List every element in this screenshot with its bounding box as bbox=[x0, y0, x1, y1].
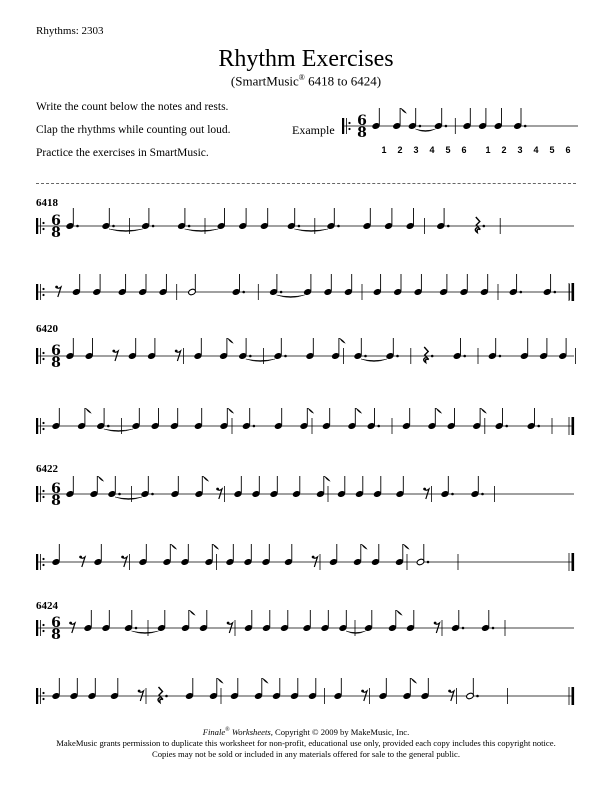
exercise-label-6418: 6418 bbox=[36, 197, 58, 209]
augmentation-dot bbox=[427, 561, 430, 564]
eighth-flag bbox=[403, 544, 409, 549]
final-barline bbox=[572, 553, 575, 571]
eighth-rest bbox=[434, 622, 437, 625]
eighth-flag bbox=[324, 476, 330, 481]
augmentation-dot bbox=[445, 125, 448, 128]
count-label: 3 bbox=[413, 145, 419, 155]
start-barline bbox=[36, 620, 38, 636]
eighth-rest bbox=[227, 622, 230, 625]
start-barline bbox=[36, 554, 38, 570]
eighth-flag bbox=[227, 408, 233, 413]
time-signature-bottom: 8 bbox=[357, 125, 367, 141]
tie bbox=[132, 631, 159, 634]
eighth-rest bbox=[423, 488, 426, 491]
page-title: Rhythm Exercises bbox=[218, 46, 394, 72]
tie bbox=[415, 129, 435, 132]
quarter-rest bbox=[158, 687, 163, 703]
eighth-rest bbox=[112, 350, 115, 353]
time-signature-top: 6 bbox=[51, 213, 61, 229]
count-label: 5 bbox=[445, 145, 451, 155]
augmentation-dot bbox=[76, 225, 79, 228]
repeat-dot bbox=[42, 564, 44, 566]
exercise-label-6424: 6424 bbox=[36, 600, 58, 612]
augmentation-dot bbox=[364, 355, 367, 358]
count-label: 1 bbox=[381, 145, 387, 155]
augmentation-dot bbox=[188, 225, 191, 228]
repeat-dot bbox=[42, 496, 44, 498]
time-signature-bottom: 8 bbox=[51, 355, 61, 371]
augmentation-dot bbox=[107, 425, 110, 428]
quarter-rest bbox=[475, 217, 480, 233]
start-barline bbox=[342, 118, 344, 134]
copyright-footer: Finale® Worksheets, Copyright © 2009 by MakeMusic, Inc. MakeMusic grants permission to duplicate this worksheet for non-profit, educational use only, provided each copy includes this copyright notice. Copies may not be sold or included in any materials offered for sale to the general public. bbox=[56, 726, 556, 759]
tie bbox=[104, 429, 133, 432]
eighth-rest bbox=[175, 350, 178, 353]
augmentation-dot bbox=[524, 125, 527, 128]
time-signature-top: 6 bbox=[51, 615, 61, 631]
augmentation-dot bbox=[118, 493, 121, 496]
count-label: 5 bbox=[549, 145, 555, 155]
repeat-dot bbox=[42, 558, 44, 560]
rhythm-staff-6420-a bbox=[32, 338, 580, 374]
eighth-flag bbox=[400, 108, 406, 113]
augmentation-dot bbox=[280, 291, 283, 294]
augmentation-dot bbox=[499, 355, 502, 358]
count-label: 4 bbox=[429, 145, 435, 155]
augmentation-dot bbox=[377, 425, 380, 428]
augmentation-dot bbox=[419, 125, 422, 128]
count-label: 4 bbox=[533, 145, 539, 155]
repeat-dot bbox=[42, 422, 44, 424]
tie bbox=[294, 229, 328, 232]
count-label: 2 bbox=[397, 145, 403, 155]
augmentation-dot bbox=[298, 225, 301, 228]
start-barline bbox=[36, 284, 38, 300]
time-signature-bottom: 8 bbox=[51, 493, 61, 509]
instruction-2: Clap the rhythms while counting out loud. bbox=[36, 124, 231, 136]
rhythm-staff-6422-b bbox=[32, 544, 580, 580]
eighth-flag bbox=[339, 338, 345, 343]
eighth-flag bbox=[170, 544, 176, 549]
repeat-dot bbox=[42, 358, 44, 360]
augmentation-dot bbox=[451, 493, 454, 496]
repeat-dot bbox=[42, 352, 44, 354]
eighth-flag bbox=[97, 476, 103, 481]
worksheet-code: Rhythms: 2303 bbox=[36, 25, 104, 37]
eighth-flag bbox=[396, 610, 402, 615]
instruction-1: Write the count below the notes and rests. bbox=[36, 101, 229, 113]
example-staff bbox=[338, 108, 583, 158]
eighth-flag bbox=[262, 678, 268, 683]
eighth-flag bbox=[189, 610, 195, 615]
repeat-dot bbox=[348, 128, 350, 130]
count-label: 3 bbox=[517, 145, 523, 155]
tie bbox=[246, 359, 275, 362]
augmentation-dot bbox=[481, 493, 484, 496]
augmentation-dot bbox=[554, 291, 557, 294]
augmentation-dot bbox=[135, 627, 138, 630]
eighth-flag bbox=[480, 408, 486, 413]
count-label: 1 bbox=[485, 145, 491, 155]
time-signature-top: 6 bbox=[51, 481, 61, 497]
tie bbox=[346, 631, 366, 634]
time-signature-bottom: 8 bbox=[51, 627, 61, 643]
augmentation-dot bbox=[151, 493, 154, 496]
augmentation-dot bbox=[337, 225, 340, 228]
repeat-dot bbox=[42, 692, 44, 694]
repeat-dot bbox=[348, 122, 350, 124]
example-label: Example bbox=[292, 123, 335, 137]
augmentation-dot bbox=[152, 225, 155, 228]
augmentation-dot bbox=[112, 225, 115, 228]
eighth-rest bbox=[448, 690, 451, 693]
augmentation-dot bbox=[476, 695, 479, 698]
repeat-dot bbox=[42, 228, 44, 230]
eighth-flag bbox=[85, 408, 91, 413]
final-barline bbox=[572, 687, 575, 705]
augmentation-dot bbox=[520, 291, 523, 294]
augmentation-dot bbox=[242, 291, 245, 294]
tie bbox=[361, 359, 387, 362]
augmentation-dot bbox=[249, 355, 252, 358]
start-barline bbox=[36, 218, 38, 234]
augmentation-dot bbox=[165, 695, 168, 698]
tie bbox=[109, 229, 143, 232]
eighth-flag bbox=[410, 678, 416, 683]
augmentation-dot bbox=[431, 355, 434, 358]
tie bbox=[115, 497, 142, 500]
augmentation-dot bbox=[537, 425, 540, 428]
repeat-dot bbox=[42, 490, 44, 492]
exercise-label-6422: 6422 bbox=[36, 463, 58, 475]
augmentation-dot bbox=[483, 225, 486, 228]
eighth-flag bbox=[307, 408, 313, 413]
start-barline bbox=[36, 418, 38, 434]
start-barline bbox=[36, 348, 38, 364]
augmentation-dot bbox=[253, 425, 256, 428]
eighth-rest bbox=[69, 622, 72, 625]
eighth-flag bbox=[212, 544, 218, 549]
rhythm-staff-6418-b bbox=[32, 274, 580, 310]
time-signature-top: 6 bbox=[51, 343, 61, 359]
eighth-rest bbox=[79, 556, 82, 559]
count-label: 2 bbox=[501, 145, 507, 155]
final-barline bbox=[572, 283, 575, 301]
eighth-rest bbox=[216, 488, 219, 491]
rhythm-staff-6422-a bbox=[32, 476, 580, 512]
tie bbox=[277, 295, 305, 298]
eighth-rest bbox=[55, 286, 58, 289]
eighth-flag bbox=[202, 476, 208, 481]
repeat-dot bbox=[42, 294, 44, 296]
eighth-rest bbox=[121, 556, 124, 559]
rhythm-staff-6424-a bbox=[32, 610, 580, 646]
augmentation-dot bbox=[462, 627, 465, 630]
augmentation-dot bbox=[447, 225, 450, 228]
repeat-dot bbox=[42, 624, 44, 626]
start-barline bbox=[36, 688, 38, 704]
rhythm-staff-6424-b bbox=[32, 678, 580, 714]
augmentation-dot bbox=[505, 425, 508, 428]
eighth-flag bbox=[217, 678, 223, 683]
eighth-flag bbox=[435, 408, 441, 413]
rhythm-staff-6420-b bbox=[32, 408, 580, 444]
final-barline bbox=[572, 417, 575, 435]
repeat-dot bbox=[42, 288, 44, 290]
exercise-label-6420: 6420 bbox=[36, 323, 58, 335]
start-barline bbox=[36, 486, 38, 502]
repeat-dot bbox=[42, 428, 44, 430]
eighth-rest bbox=[312, 556, 315, 559]
repeat-dot bbox=[42, 630, 44, 632]
instruction-3: Practice the exercises in SmartMusic. bbox=[36, 147, 209, 159]
eighth-rest bbox=[138, 690, 141, 693]
augmentation-dot bbox=[396, 355, 399, 358]
augmentation-dot bbox=[463, 355, 466, 358]
tie bbox=[185, 229, 219, 232]
count-label: 6 bbox=[565, 145, 571, 155]
count-label: 6 bbox=[461, 145, 467, 155]
time-signature-top: 6 bbox=[357, 113, 367, 129]
eighth-flag bbox=[227, 338, 233, 343]
augmentation-dot bbox=[284, 355, 287, 358]
eighth-rest bbox=[361, 690, 364, 693]
eighth-flag bbox=[355, 408, 361, 413]
time-signature-bottom: 8 bbox=[51, 225, 61, 241]
divider bbox=[36, 183, 576, 184]
repeat-dot bbox=[42, 698, 44, 700]
repeat-dot bbox=[42, 222, 44, 224]
augmentation-dot bbox=[492, 627, 495, 630]
eighth-flag bbox=[361, 544, 367, 549]
quarter-rest bbox=[424, 347, 429, 363]
rhythm-staff-6418-a bbox=[32, 208, 580, 244]
page-subtitle: (SmartMusic® 6418 to 6424) bbox=[230, 73, 382, 89]
